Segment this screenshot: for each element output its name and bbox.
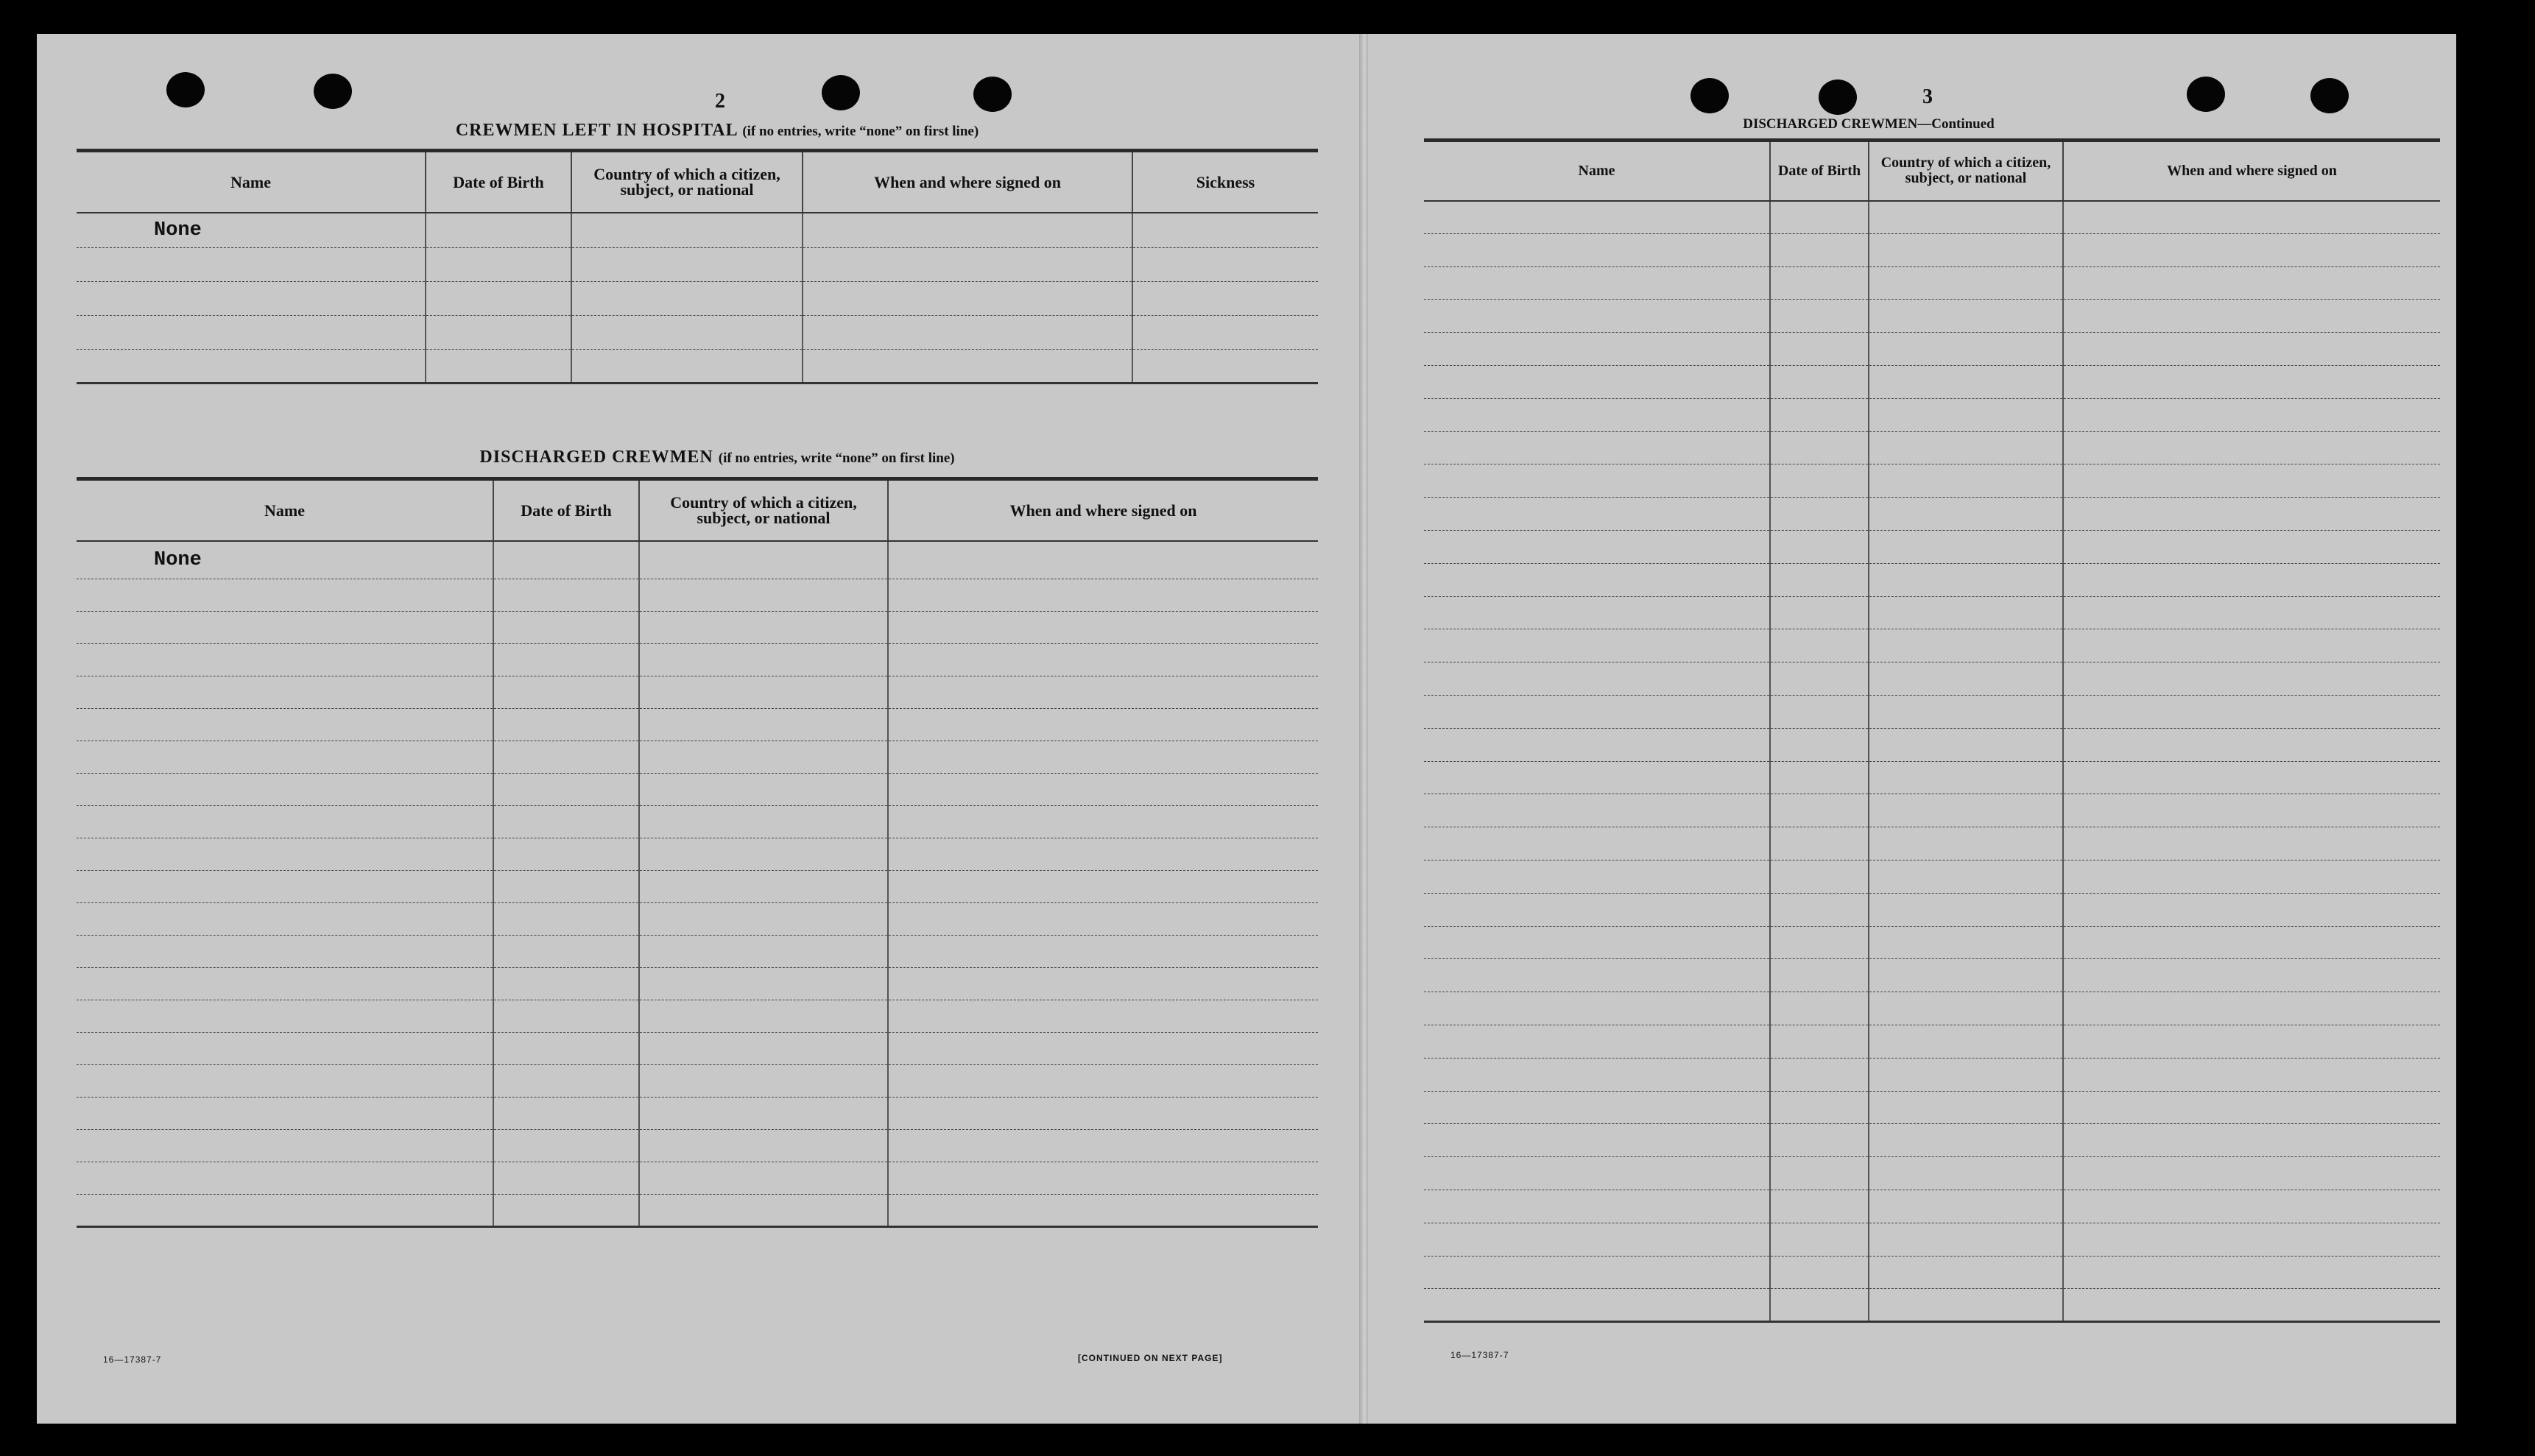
column-header-name: Name xyxy=(77,151,426,213)
table-row xyxy=(1424,201,2440,234)
punch-hole xyxy=(822,75,860,110)
column-header-dob: Date of Birth xyxy=(426,151,571,213)
entry-cell xyxy=(77,213,426,248)
hospital-title-text: CREWMEN LEFT IN HOSPITAL xyxy=(455,121,738,140)
form-number: 16—17387-7 xyxy=(1450,1350,1509,1360)
table-row xyxy=(1424,233,2440,266)
punch-hole xyxy=(2187,77,2225,112)
punch-hole xyxy=(166,72,205,107)
none-entry: None xyxy=(154,219,202,241)
table-row xyxy=(1424,1124,2440,1157)
column-header-country: Country of which a citizen, subject, or national xyxy=(1869,141,2063,201)
table-row xyxy=(1424,1190,2440,1223)
table-row xyxy=(1424,365,2440,398)
table-row xyxy=(1424,860,2440,893)
column-header-name: Name xyxy=(77,479,493,541)
column-header-country: Country of which a citizen, subject, or national xyxy=(571,151,803,213)
column-header-signed-on: When and where signed on xyxy=(888,479,1318,541)
punch-hole xyxy=(314,74,352,109)
table-row xyxy=(1424,893,2440,926)
form-number: 16—17387-7 xyxy=(103,1354,162,1365)
page-number: 3 xyxy=(1922,85,1933,108)
table-row xyxy=(1424,333,2440,366)
table-row xyxy=(1424,398,2440,431)
table-row xyxy=(1424,992,2440,1025)
column-header-dob: Date of Birth xyxy=(493,479,639,541)
table-row xyxy=(1424,761,2440,794)
none-entry: None xyxy=(154,548,202,571)
column-header-signed-on: When and where signed on xyxy=(803,151,1132,213)
column-header-sickness: Sickness xyxy=(1132,151,1318,213)
table-row xyxy=(1424,596,2440,629)
table-row xyxy=(1424,629,2440,662)
table-row xyxy=(1424,794,2440,827)
table-row xyxy=(1424,1223,2440,1256)
table-row xyxy=(1424,695,2440,728)
table-row xyxy=(1424,827,2440,860)
discharged-title-note: (if no entries, write “none” on first line) xyxy=(718,450,955,466)
column-header-country: Country of which a citizen, subject, or national xyxy=(639,479,888,541)
punch-hole xyxy=(1690,78,1729,113)
discharged-continued-table xyxy=(1424,138,2440,1323)
table-row xyxy=(1424,1256,2440,1289)
hospital-title-note: (if no entries, write “none” on first line) xyxy=(742,124,979,139)
table-row xyxy=(1424,530,2440,563)
continued-notice: [CONTINUED ON NEXT PAGE] xyxy=(1078,1353,1223,1363)
discharged-section-title xyxy=(113,448,1321,467)
table-row xyxy=(1424,1157,2440,1190)
table-row xyxy=(1424,563,2440,596)
table-row xyxy=(1424,266,2440,300)
punch-hole xyxy=(2310,78,2349,113)
column-header-dob: Date of Birth xyxy=(1770,141,1869,201)
column-header-signed-on: When and where signed on xyxy=(2063,141,2440,201)
discharged-continued-title: DISCHARGED CREWMEN—Continued xyxy=(1743,116,1995,132)
table-row xyxy=(1424,959,2440,992)
entry-cell xyxy=(77,541,493,579)
left-form-page xyxy=(37,34,1361,1424)
table-row xyxy=(1424,662,2440,696)
punch-hole xyxy=(973,77,1012,112)
table-row xyxy=(1424,1058,2440,1091)
hospital-table xyxy=(77,149,1318,384)
hospital-section-title xyxy=(113,121,1321,141)
table-row xyxy=(1424,498,2440,531)
column-header-name: Name xyxy=(1424,141,1770,201)
punch-hole xyxy=(1819,79,1857,115)
discharged-title-text: DISCHARGED CREWMEN xyxy=(479,448,713,467)
table-row xyxy=(1424,1091,2440,1124)
table-row xyxy=(1424,464,2440,498)
table-row xyxy=(1424,300,2440,333)
discharged-table xyxy=(77,477,1318,1228)
right-form-page xyxy=(1368,34,2456,1424)
table-row xyxy=(1424,926,2440,959)
table-row xyxy=(1424,1289,2440,1322)
table-row xyxy=(1424,1025,2440,1058)
table-row xyxy=(1424,728,2440,761)
table-row xyxy=(1424,431,2440,464)
page-number: 2 xyxy=(715,90,725,113)
